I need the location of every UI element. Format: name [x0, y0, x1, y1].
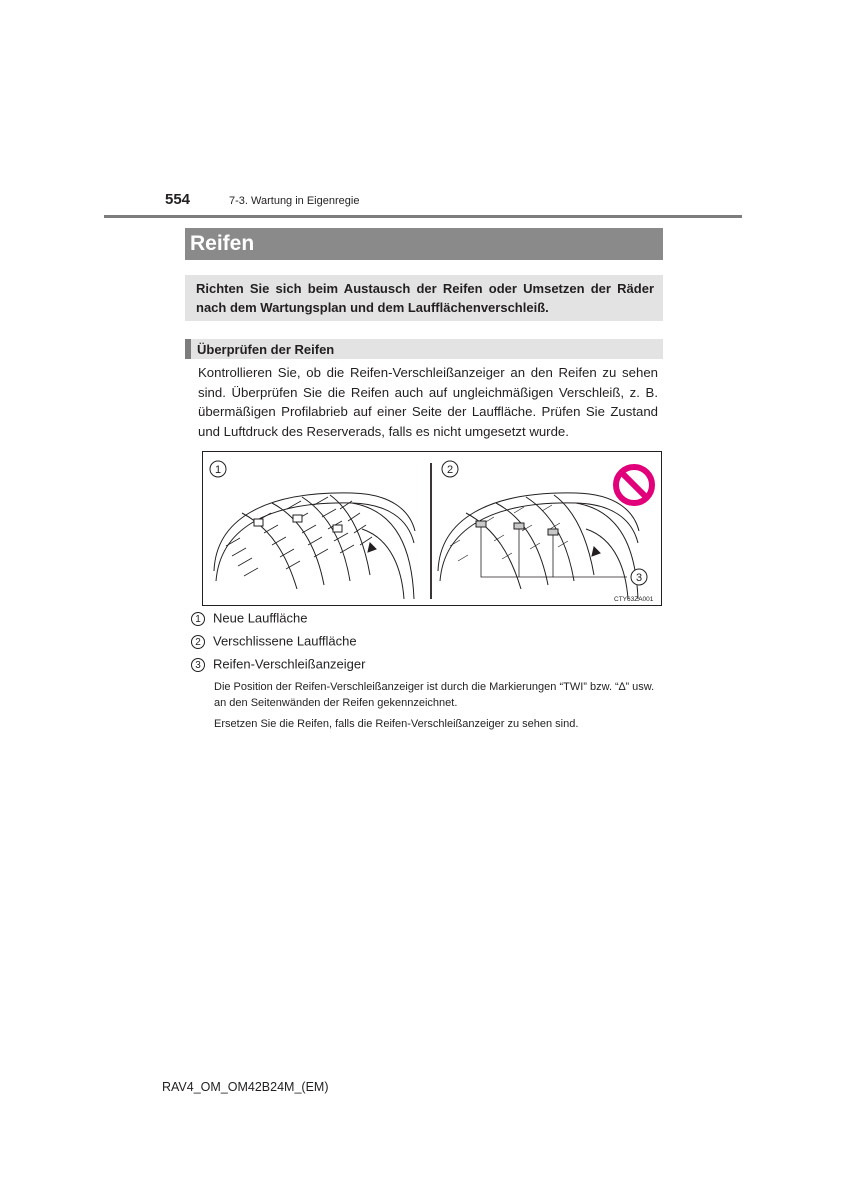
note-replace-tires: Ersetzen Sie die Reifen, falls die Reifen-Verschleißanzeiger zu sehen sind. — [214, 718, 579, 730]
legend-text-1: Neue Lauffläche — [213, 610, 308, 626]
callout-1 — [210, 461, 226, 477]
legend-text-3: Reifen-Verschleißanzeiger — [213, 656, 366, 672]
callout-2 — [442, 461, 458, 477]
callout-2-label: 2 — [446, 464, 454, 476]
legend-text-2: Verschlissene Lauffläche — [213, 633, 357, 649]
legend-number-1: 1 — [191, 612, 205, 626]
legend-item-3 — [191, 656, 365, 673]
subsection-title: Überprüfen der Reifen — [197, 342, 335, 357]
section-path: 7-3. Wartung in Eigenregie — [229, 195, 360, 207]
legend-item-1 — [191, 610, 307, 627]
tire-tread-figure — [202, 451, 662, 606]
page-number: 554 — [165, 191, 191, 208]
callout-3-label: 3 — [635, 572, 643, 584]
intro-text: Richten Sie sich beim Austausch der Reifen oder Umsetzen der Räder nach dem Wartungsplan und dem Laufflächenverschleiß. — [196, 281, 654, 315]
page-title: Reifen — [190, 232, 255, 255]
body-paragraph: Kontrollieren Sie, ob die Reifen-Verschleißanzeiger an den Reifen zu sehen sind. Überprüfen Sie die Reifen auch auf ungleichmäßigen Verschleiß, z. B. übermäßigen Profilabrieb auf einer Seite der Lauffläche. Prüfen Sie Zustand und Luftdruck des Reserverads, falls es nicht umgesetzt wurde. — [198, 365, 658, 439]
legend-item-2 — [191, 633, 357, 650]
legend-number-3: 3 — [191, 658, 205, 672]
callout-3 — [631, 569, 647, 585]
title-bar — [185, 228, 663, 260]
legend-number-2: 2 — [191, 635, 205, 649]
subsection-bar-marker — [185, 339, 191, 359]
note-twi-position: Die Position der Reifen-Verschleißanzeiger ist durch die Markierungen “TWI” bzw. “∆” usw. an den Seitenwänden der Reifen gekennzeichnet. — [214, 681, 655, 709]
footer-doc-code: RAV4_OM_OM42B24M_(EM) — [162, 1080, 329, 1094]
header-rule — [104, 215, 742, 218]
callout-1-label: 1 — [214, 464, 222, 476]
figure-code: CTY63ZA001 — [614, 596, 654, 603]
